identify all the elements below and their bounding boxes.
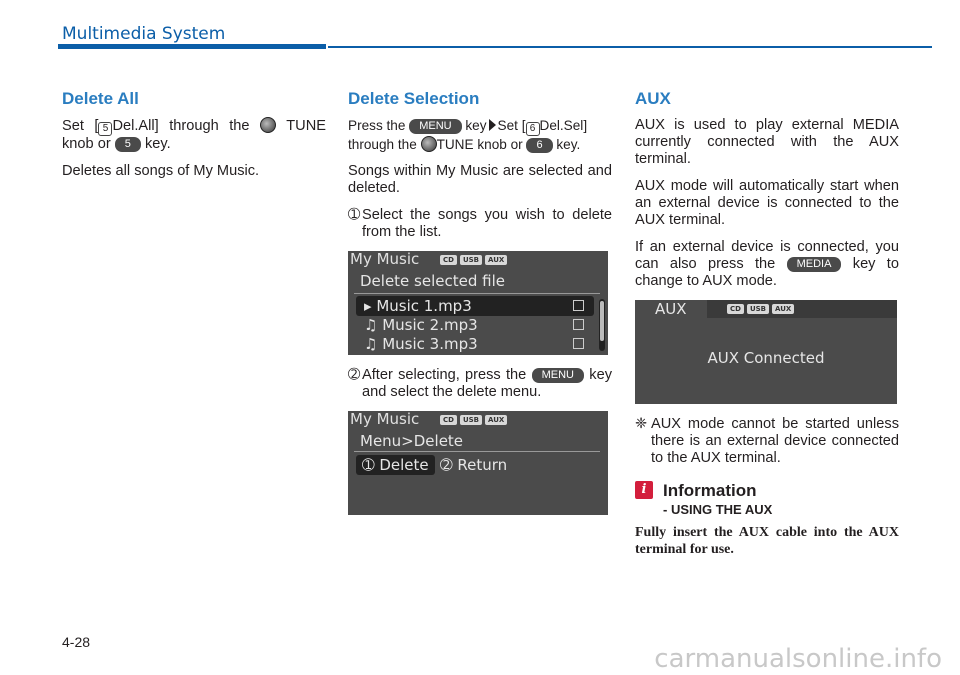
delete-option[interactable] <box>356 455 435 475</box>
text: key <box>465 118 487 133</box>
note-text: AUX mode cannot be started unless there is an external device connected to the AUX terminal. <box>651 416 899 466</box>
divider <box>354 293 600 294</box>
menu-key-icon: MENU <box>532 368 584 383</box>
text: TUNE knob or <box>62 118 326 152</box>
screen-delete-file-list <box>348 251 608 355</box>
option-number: ➁ <box>440 456 453 474</box>
checkbox[interactable] <box>573 319 584 330</box>
cd-badge: CD <box>440 415 457 425</box>
paragraph-aux-media <box>635 239 899 290</box>
file-row-1[interactable] <box>356 296 594 316</box>
watermark: carmanualsonline.info <box>654 644 942 674</box>
file-row-2[interactable] <box>356 315 594 335</box>
option-number: ➀ <box>362 456 375 474</box>
text: Del.Sel] through the <box>348 118 588 152</box>
text: Del.All] through the <box>112 118 250 134</box>
text: Press the <box>348 118 406 133</box>
screen-aux-connected <box>635 300 897 404</box>
information-subtitle: - USING THE AUX <box>663 502 773 517</box>
step-2 <box>348 367 612 401</box>
paragraph-delete-selection-instructions <box>348 117 612 153</box>
play-arrow-icon: ▸ <box>364 297 372 315</box>
arrow-right-icon <box>489 119 496 131</box>
step-number: ➁ <box>348 367 361 383</box>
text: Set [ <box>62 118 99 134</box>
usb-badge: USB <box>747 304 769 314</box>
music-note-icon: ♫ <box>364 335 378 353</box>
text: key and select the delete menu. <box>362 367 612 400</box>
paragraph-delete-selection-desc: Songs within My Music are selected and deleted. <box>348 163 612 196</box>
heading-aux: AUX <box>635 89 671 108</box>
step-1 <box>348 207 612 241</box>
scrollbar-thumb[interactable] <box>600 301 604 341</box>
page-number: 4-28 <box>62 634 91 650</box>
text: Set [ <box>497 118 526 133</box>
column-delete-all <box>62 90 326 190</box>
cd-badge: CD <box>727 304 744 314</box>
text: key to change to AUX mode. <box>635 256 899 289</box>
paragraph-delete-all-desc: Deletes all songs of My Music. <box>62 163 260 179</box>
scrollbar[interactable] <box>599 299 605 351</box>
column-delete-selection <box>348 90 612 527</box>
note <box>635 416 899 467</box>
text: After selecting, press the <box>362 367 527 383</box>
aux-badge: AUX <box>772 304 794 314</box>
divider <box>354 451 600 452</box>
information-icon: i <box>635 481 653 499</box>
screen-title: AUX <box>655 300 687 318</box>
screen-subtitle: Menu>Delete <box>360 432 464 450</box>
tune-knob-icon <box>260 117 276 133</box>
tune-knob-icon <box>421 136 437 152</box>
section-title: Multimedia System <box>62 24 226 44</box>
information-title: Information <box>663 480 757 500</box>
option-label: Return <box>457 456 508 474</box>
menu-key-icon: MENU <box>409 119 461 134</box>
key-5-icon: 5 <box>115 137 141 152</box>
cd-badge: CD <box>440 255 457 265</box>
file-name: Music 2.mp3 <box>382 316 478 334</box>
note-mark: ❈ <box>635 416 648 432</box>
heading-delete-selection: Delete Selection <box>348 89 480 108</box>
preset-6-icon: 6 <box>526 122 540 136</box>
aux-badge: AUX <box>485 415 507 425</box>
file-name: Music 3.mp3 <box>382 335 478 353</box>
screen-title: My Music <box>350 250 420 268</box>
option-label: Delete <box>379 456 429 474</box>
source-badges <box>440 415 507 425</box>
usb-badge: USB <box>460 415 482 425</box>
step-number: ➀ <box>348 207 361 223</box>
information-body: Fully insert the AUX cable into the AUX terminal for use. <box>635 525 899 557</box>
checkbox[interactable] <box>573 338 584 349</box>
music-note-icon: ♫ <box>364 316 378 334</box>
paragraph-aux-intro: AUX is used to play external MEDIA currently connected with the AUX terminal. <box>635 117 899 167</box>
column-aux <box>635 90 899 558</box>
information-header <box>635 481 899 499</box>
file-row-3[interactable] <box>356 334 594 354</box>
checkbox[interactable] <box>573 300 584 311</box>
media-key-icon: MEDIA <box>787 257 842 272</box>
screen-title: My Music <box>350 410 420 428</box>
heading-delete-all: Delete All <box>62 89 139 108</box>
paragraph-aux-auto: AUX mode will automatically start when an external device is connected to the AUX terminal. <box>635 178 899 228</box>
screen-subtitle: Delete selected file <box>360 272 505 290</box>
text: TUNE knob or <box>436 137 523 152</box>
file-name: Music 1.mp3 <box>376 297 472 315</box>
text: key. <box>556 137 581 152</box>
source-badges <box>727 304 794 314</box>
step-text: Select the songs you wish to delete from the list. <box>362 207 612 240</box>
text: key. <box>144 136 171 152</box>
paragraph-delete-all-instructions <box>62 117 326 153</box>
aux-connected-message: AUX Connected <box>707 349 825 367</box>
source-badges <box>440 255 507 265</box>
screen-delete-menu <box>348 411 608 515</box>
header-rule-thin <box>328 46 932 48</box>
aux-badge: AUX <box>485 255 507 265</box>
step-text <box>362 367 612 401</box>
preset-5-icon: 5 <box>98 122 112 136</box>
usb-badge: USB <box>460 255 482 265</box>
text: If an external device is connected, you can also press the <box>635 239 899 272</box>
header-rule-thick <box>58 44 326 49</box>
return-option[interactable] <box>440 455 507 475</box>
key-6-icon: 6 <box>526 138 552 153</box>
